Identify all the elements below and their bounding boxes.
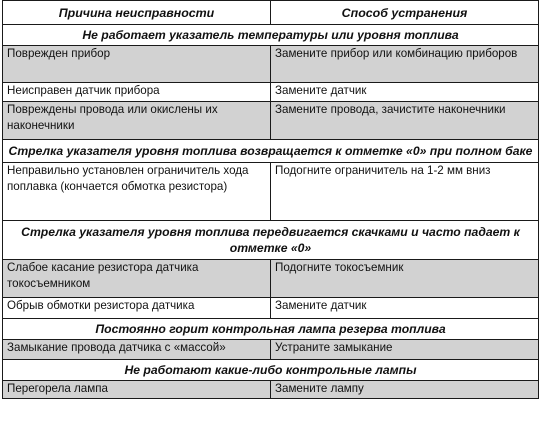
header-cause: Причина неисправности	[3, 1, 271, 25]
table-header-row	[3, 1, 539, 25]
section-title-row	[3, 360, 539, 381]
table-row	[3, 102, 539, 140]
table-row	[3, 260, 539, 298]
cause-cell: Неисправен датчик прибора	[3, 83, 271, 102]
section-title: Стрелка указателя уровня топлива передвигается скачками и часто падает к отметке «0»	[3, 221, 539, 260]
cause-cell: Обрыв обмотки резистора датчика	[3, 298, 271, 319]
section-title-row	[3, 221, 539, 260]
table-row	[3, 46, 539, 83]
table-row	[3, 340, 539, 360]
section-title-row	[3, 140, 539, 163]
table-row	[3, 83, 539, 102]
remedy-cell: Замените лампу	[271, 381, 539, 399]
cause-cell: Перегорела лампа	[3, 381, 271, 399]
cause-cell: Повреждены провода или окислены их наконечники	[3, 102, 271, 140]
section-title: Постоянно горит контрольная лампа резерва топлива	[3, 319, 539, 340]
remedy-cell: Подогните токосъемник	[271, 260, 539, 298]
section-title-row	[3, 319, 539, 340]
section-title: Стрелка указателя уровня топлива возвращается к отметке «0» при полном баке	[3, 140, 539, 163]
header-remedy: Способ устранения	[271, 1, 539, 25]
cause-cell: Поврежден прибор	[3, 46, 271, 83]
section-title-row	[3, 25, 539, 46]
remedy-cell: Подогните ограничитель на 1-2 мм вниз	[271, 163, 539, 221]
table-row	[3, 381, 539, 399]
table-row	[3, 298, 539, 319]
remedy-cell: Замените провода, зачистите наконечники	[271, 102, 539, 140]
troubleshooting-table	[2, 0, 539, 399]
remedy-cell: Замените прибор или комбинацию приборов	[271, 46, 539, 83]
section-title: Не работают какие-либо контрольные лампы	[3, 360, 539, 381]
section-title: Не работает указатель температуры или уровня топлива	[3, 25, 539, 46]
cause-cell: Замыкание провода датчика с «массой»	[3, 340, 271, 360]
cause-cell: Неправильно установлен ограничитель хода поплавка (кончается обмотка резистора)	[3, 163, 271, 221]
remedy-cell: Устраните замыкание	[271, 340, 539, 360]
remedy-cell: Замените датчик	[271, 83, 539, 102]
remedy-cell: Замените датчик	[271, 298, 539, 319]
table-row	[3, 163, 539, 221]
cause-cell: Слабое касание резистора датчика токосъемником	[3, 260, 271, 298]
